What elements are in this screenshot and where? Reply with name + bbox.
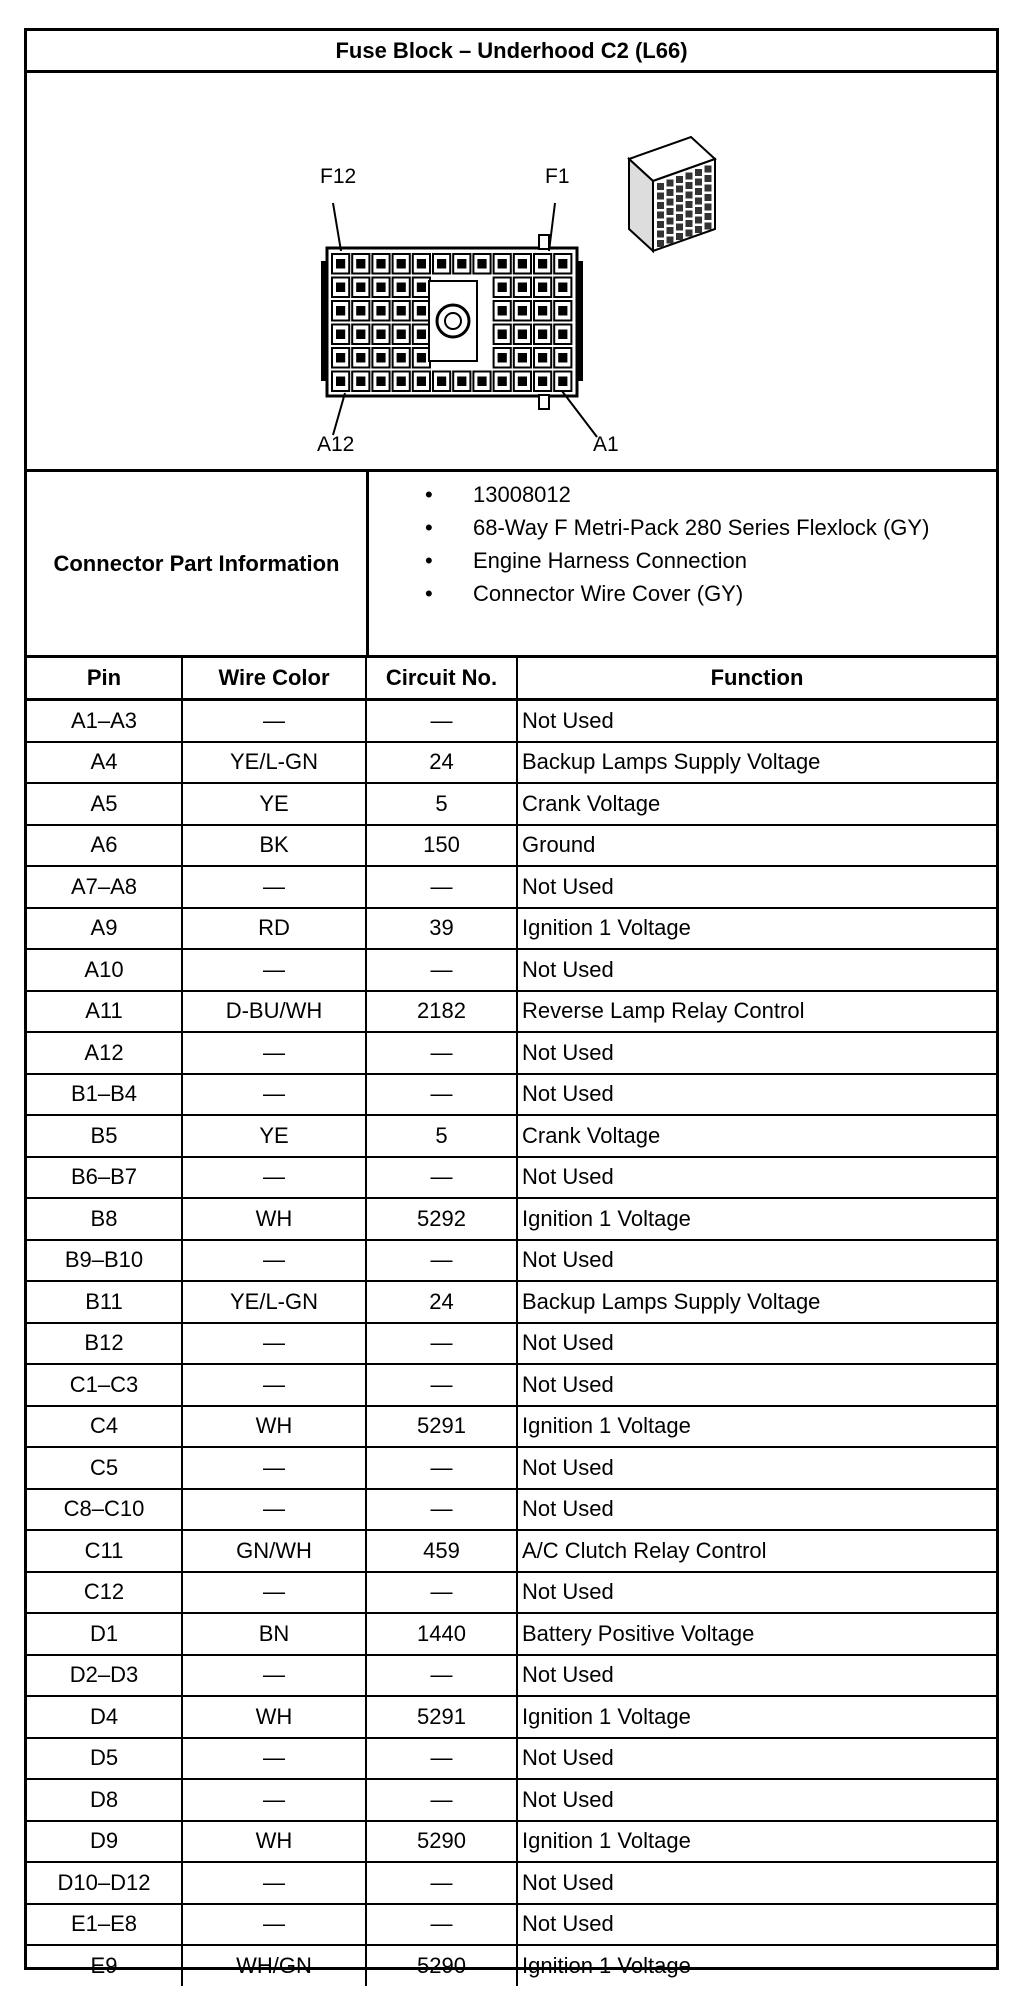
cavity-terminal [437,259,446,269]
cavity-terminal [518,259,527,269]
function-cell: Not Used [517,1074,996,1116]
table-row [27,700,996,742]
right-latch [577,261,583,381]
circuit-cell: — [366,1323,517,1365]
wire-color-cell: — [182,1364,366,1406]
cavity-terminal [336,377,345,387]
cavity-terminal [397,283,406,293]
function-cell: Not Used [517,700,996,742]
pin-cell: E1–E8 [27,1904,182,1946]
cavity-terminal [356,283,365,293]
table-row [27,1738,996,1780]
circuit-cell: 1440 [366,1613,517,1655]
circuit-cell: 5291 [366,1406,517,1448]
iso-cavity [705,194,712,201]
wire-color-cell: YE [182,1115,366,1157]
cavity-terminal [558,377,567,387]
circuit-cell: — [366,1572,517,1614]
wire-color-cell: — [182,1323,366,1365]
circuit-cell: 39 [366,908,517,950]
cavity-terminal [376,259,385,269]
connector-document [24,28,999,1978]
table-row [27,1821,996,1863]
circuit-cell: 5 [366,1115,517,1157]
cavity-terminal [417,283,426,293]
pin-cell: D8 [27,1779,182,1821]
pin-cell: C4 [27,1406,182,1448]
iso-cavity [667,237,674,244]
pin-cell: A1–A3 [27,700,182,742]
wire-color-cell: — [182,1904,366,1946]
wire-color-cell: — [182,1447,366,1489]
wire-color-cell: — [182,1240,366,1282]
function-cell: Not Used [517,1364,996,1406]
table-row [27,1779,996,1821]
wire-color-cell: — [182,700,366,742]
cavity-terminal [538,259,547,269]
callout-f12: F12 [320,165,357,188]
table-row [27,1489,996,1531]
circuit-cell: 24 [366,742,517,784]
connector-info-item: • 68-Way F Metri-Pack 280 Series Flexlock (GY) [425,515,930,540]
circuit-cell: — [366,1779,517,1821]
pin-cell: A5 [27,783,182,825]
cavity-terminal [518,377,527,387]
callout-a12: A12 [317,433,355,456]
connector-info-item: • 13008012 [425,482,571,507]
function-cell: Ignition 1 Voltage [517,1198,996,1240]
table-row [27,1696,996,1738]
leader-f12 [333,203,341,251]
pin-cell: A11 [27,991,182,1033]
table-row [27,991,996,1033]
circuit-cell: 5290 [366,1821,517,1863]
cavity-terminal [397,259,406,269]
circuit-cell: 5291 [366,1696,517,1738]
wire-color-cell: D-BU/WH [182,991,366,1033]
table-row [27,1157,996,1199]
leader-a12 [333,393,345,435]
cavity-terminal [558,353,567,363]
iso-cavity [705,185,712,192]
header-pin: Pin [27,658,182,700]
pin-cell: D9 [27,1821,182,1863]
cavity-terminal [376,330,385,340]
function-cell: Not Used [517,1489,996,1531]
table-row [27,1945,996,1986]
iso-cavity [676,195,683,202]
table-row [27,1406,996,1448]
leader-f1 [549,203,555,251]
left-latch [321,261,327,381]
circuit-cell: — [366,866,517,908]
cavity-terminal [538,353,547,363]
cavity-terminal [376,283,385,293]
table-row [27,949,996,991]
table-row [27,1447,996,1489]
wire-color-cell: — [182,1157,366,1199]
cavity-terminal [336,306,345,316]
iso-cavity [657,183,664,190]
circuit-cell: 459 [366,1530,517,1572]
iso-cavity [695,198,702,205]
table-row [27,1655,996,1697]
wire-color-cell: GN/WH [182,1530,366,1572]
table-row [27,742,996,784]
wire-color-cell: WH/GN [182,1945,366,1986]
connector-info-label: Connector Part Information [27,472,369,655]
iso-cavity [667,227,674,234]
cavity-terminal [376,353,385,363]
pin-cell: A7–A8 [27,866,182,908]
iso-cavity [695,169,702,176]
iso-cavity [705,175,712,182]
iso-cavity [695,217,702,224]
cavity-terminal [457,259,466,269]
function-cell: Crank Voltage [517,783,996,825]
callout-a1: A1 [593,433,619,456]
circuit-cell: — [366,1738,517,1780]
header-function: Function [517,658,996,700]
circuit-cell: 5290 [366,1945,517,1986]
cavity-terminal [558,306,567,316]
top-key [539,235,549,249]
table-row [27,783,996,825]
pin-cell: B9–B10 [27,1240,182,1282]
table-row [27,1530,996,1572]
pin-cell: C1–C3 [27,1364,182,1406]
cavity-terminal [498,259,507,269]
header-circuit-no: Circuit No. [366,658,517,700]
cavity-terminal [538,283,547,293]
table-row [27,825,996,867]
circuit-cell: — [366,1240,517,1282]
table-row [27,1323,996,1365]
wire-color-cell: — [182,1862,366,1904]
iso-cavity [657,231,664,238]
cavity-terminal [417,306,426,316]
wire-color-cell: WH [182,1406,366,1448]
circuit-cell: — [366,1032,517,1074]
pin-cell: B1–B4 [27,1074,182,1116]
connector-part-info [27,472,996,658]
pin-cell: D5 [27,1738,182,1780]
wire-color-cell: — [182,1032,366,1074]
cavity-terminal [518,353,527,363]
iso-cavity [695,179,702,186]
circuit-cell: — [366,1862,517,1904]
circuit-cell: — [366,1489,517,1531]
pin-cell: E9 [27,1945,182,1986]
circuit-cell: — [366,700,517,742]
function-cell: Not Used [517,1738,996,1780]
wire-color-cell: — [182,866,366,908]
table-row [27,1364,996,1406]
function-cell: Backup Lamps Supply Voltage [517,742,996,784]
table-row [27,1862,996,1904]
wire-color-cell: WH [182,1198,366,1240]
function-cell: Battery Positive Voltage [517,1613,996,1655]
function-cell: Ignition 1 Voltage [517,1821,996,1863]
circuit-cell: — [366,1157,517,1199]
circuit-cell: — [366,949,517,991]
cavity-terminal [397,377,406,387]
iso-cavity [705,166,712,173]
connector-info-item: • Engine Harness Connection [425,548,747,573]
cavity-terminal [437,377,446,387]
cavity-terminal [457,377,466,387]
header-wire-color: Wire Color [182,658,366,700]
table-row [27,1613,996,1655]
table-row [27,1032,996,1074]
function-cell: Ignition 1 Voltage [517,908,996,950]
iso-cavity [676,214,683,221]
wire-color-cell: RD [182,908,366,950]
iso-cavity [667,199,674,206]
wire-color-cell: WH [182,1821,366,1863]
cavity-terminal [336,353,345,363]
function-cell: Not Used [517,1779,996,1821]
pin-cell: B12 [27,1323,182,1365]
pin-cell: D4 [27,1696,182,1738]
wire-color-cell: YE [182,783,366,825]
pin-cell: D2–D3 [27,1655,182,1697]
pin-cell: C5 [27,1447,182,1489]
cavity-terminal [397,330,406,340]
pin-cell: C12 [27,1572,182,1614]
function-cell: Not Used [517,1032,996,1074]
cavity-terminal [518,306,527,316]
iso-cavity [667,218,674,225]
circuit-cell: 5 [366,783,517,825]
pin-cell: C11 [27,1530,182,1572]
wire-color-cell: BK [182,825,366,867]
function-cell: Not Used [517,866,996,908]
cavity-terminal [356,353,365,363]
cavity-terminal [417,330,426,340]
pin-cell: B5 [27,1115,182,1157]
circuit-cell: — [366,1904,517,1946]
pin-cell: A6 [27,825,182,867]
function-cell: Not Used [517,1572,996,1614]
table-row [27,1572,996,1614]
iso-cavity [676,186,683,193]
function-cell: Ignition 1 Voltage [517,1696,996,1738]
cavity-terminal [417,259,426,269]
circuit-cell: — [366,1655,517,1697]
function-cell: Not Used [517,1240,996,1282]
cavity-terminal [558,259,567,269]
iso-cavity [686,230,693,237]
iso-cavity [686,220,693,227]
pin-cell: D1 [27,1613,182,1655]
circuit-cell: 2182 [366,991,517,1033]
cavity-terminal [417,377,426,387]
function-cell: Not Used [517,1157,996,1199]
wire-color-cell: — [182,949,366,991]
callout-f1: F1 [545,165,570,188]
table-row [27,1904,996,1946]
pin-cell: A10 [27,949,182,991]
function-cell: Not Used [517,1323,996,1365]
wire-color-cell: — [182,1074,366,1116]
wire-color-cell: — [182,1738,366,1780]
cavity-terminal [538,377,547,387]
iso-cavity [695,188,702,195]
iso-cavity [657,240,664,247]
cavity-terminal [356,330,365,340]
pinout-table [27,658,996,1986]
function-cell: Not Used [517,1862,996,1904]
iso-cavity [667,208,674,215]
wire-color-cell: — [182,1779,366,1821]
cavity-terminal [538,330,547,340]
connector-figure [27,73,996,472]
circuit-cell: — [366,1074,517,1116]
function-cell: Ground [517,825,996,867]
connector-face-diagram [27,73,996,469]
cavity-terminal [397,353,406,363]
center-bolt-inner [445,313,461,329]
cavity-terminal [397,306,406,316]
function-cell: Ignition 1 Voltage [517,1406,996,1448]
cavity-terminal [356,306,365,316]
iso-cavity [705,213,712,220]
iso-cavity [657,221,664,228]
table-row [27,1281,996,1323]
iso-cavity [657,212,664,219]
wire-color-cell: — [182,1489,366,1531]
iso-cavity [686,192,693,199]
function-cell: Crank Voltage [517,1115,996,1157]
cavity-terminal [336,259,345,269]
cavity-terminal [376,377,385,387]
cavity-terminal [558,283,567,293]
cavity-terminal [477,259,486,269]
wire-color-cell: — [182,1655,366,1697]
pin-cell: B11 [27,1281,182,1323]
connector-info-list [379,478,929,610]
cavity-terminal [376,306,385,316]
circuit-cell: 150 [366,825,517,867]
table-row [27,908,996,950]
iso-cavity [705,223,712,230]
pin-cell: A9 [27,908,182,950]
wire-color-cell: YE/L-GN [182,742,366,784]
pin-cell: D10–D12 [27,1862,182,1904]
table-header-row [27,658,996,700]
pin-cell: A4 [27,742,182,784]
function-cell: Not Used [517,1655,996,1697]
wire-color-cell: YE/L-GN [182,1281,366,1323]
cavity-terminal [498,330,507,340]
table-row [27,1198,996,1240]
connector-iso-view [629,137,715,251]
cavity-terminal [356,377,365,387]
cavity-terminal [518,330,527,340]
cavity-terminal [477,377,486,387]
cavity-terminal [558,330,567,340]
iso-cavity [686,182,693,189]
cavity-terminal [498,353,507,363]
cavity-terminal [498,377,507,387]
function-cell: Backup Lamps Supply Voltage [517,1281,996,1323]
pin-cell: A12 [27,1032,182,1074]
wire-color-cell: WH [182,1696,366,1738]
pin-cell: B6–B7 [27,1157,182,1199]
connector-info-item: • Connector Wire Cover (GY) [425,581,744,606]
iso-cavity [667,189,674,196]
iso-cavity [686,173,693,180]
table-row [27,1240,996,1282]
function-cell: Not Used [517,1447,996,1489]
cavity-terminal [336,330,345,340]
pin-cell: B8 [27,1198,182,1240]
function-cell: Reverse Lamp Relay Control [517,991,996,1033]
iso-cavity [657,193,664,200]
iso-cavity [676,233,683,240]
leader-a1 [562,391,597,437]
circuit-cell: 24 [366,1281,517,1323]
iso-cavity [676,176,683,183]
iso-cavity [676,224,683,231]
table-row [27,1074,996,1116]
iso-cavity [686,201,693,208]
pin-cell: C8–C10 [27,1489,182,1531]
circuit-cell: — [366,1364,517,1406]
iso-cavity [705,204,712,211]
cavity-terminal [498,306,507,316]
wire-color-cell: — [182,1572,366,1614]
circuit-cell: — [366,1447,517,1489]
iso-cavity [676,205,683,212]
iso-cavity [695,207,702,214]
cavity-terminal [336,283,345,293]
function-cell: Not Used [517,949,996,991]
circuit-cell: 5292 [366,1198,517,1240]
cavity-terminal [538,306,547,316]
function-cell: Not Used [517,1904,996,1946]
iso-cavity [695,226,702,233]
iso-cavity [667,180,674,187]
table-row [27,866,996,908]
function-cell: Ignition 1 Voltage [517,1945,996,1986]
cavity-terminal [518,283,527,293]
document-title: Fuse Block – Underhood C2 (L66) [27,31,996,73]
iso-cavity [686,211,693,218]
cavity-terminal [498,283,507,293]
cavity-terminal [356,259,365,269]
function-cell: A/C Clutch Relay Control [517,1530,996,1572]
cavity-terminal [417,353,426,363]
table-row [27,1115,996,1157]
wire-color-cell: BN [182,1613,366,1655]
bottom-key [539,395,549,409]
iso-cavity [657,202,664,209]
